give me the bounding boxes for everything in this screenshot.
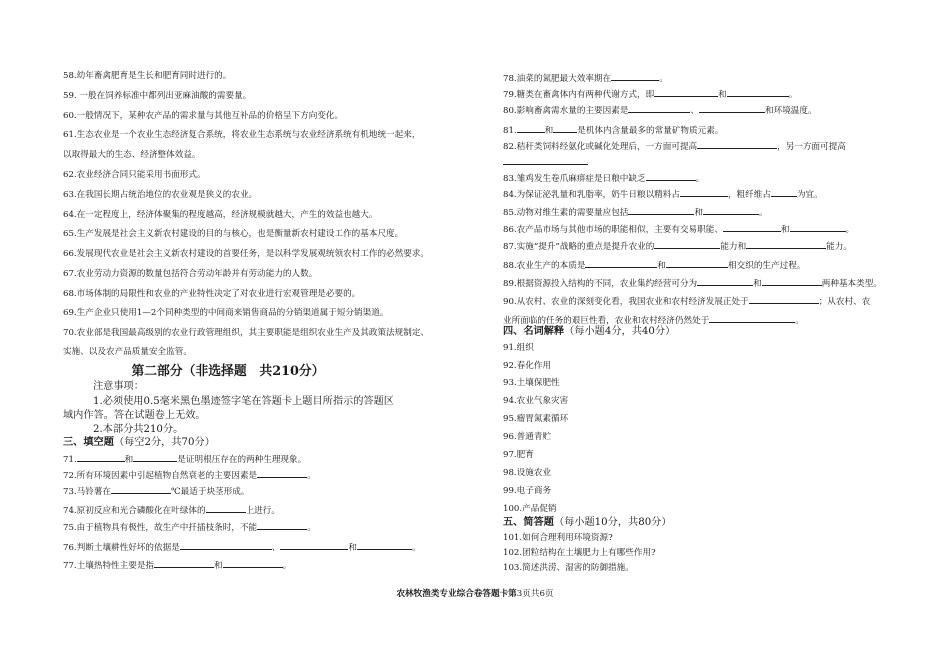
question-67: 67.农业劳动力资源的数量包括符合劳动年龄并有劳动能力的人数。: [63, 269, 318, 279]
question-82-line2: [503, 155, 588, 169]
question-87: 87.实施“提升”战略的重点是提升农业的 能力和 能力。: [503, 239, 852, 253]
blank[interactable]: [723, 222, 781, 232]
blank[interactable]: [503, 155, 588, 165]
question-79: 79.糖类在畜禽体内有两种代谢方式，即 和 。: [503, 87, 797, 101]
blank[interactable]: [111, 484, 171, 494]
blank[interactable]: [257, 468, 307, 478]
blank[interactable]: [646, 171, 696, 181]
blank[interactable]: [280, 540, 348, 550]
question-81: 81. 和 是机体内含量最多的常量矿物质元素。: [503, 123, 723, 137]
question-74: 74.原初反应和光合磷酸化在叶绿体的 上进行。: [63, 503, 280, 517]
question-101: 101.如何合理利用环境资源?: [503, 533, 613, 543]
question-77: 77.土壤热特性主要是指 和 。: [63, 558, 291, 572]
question-85: 85.动物对维生素的需要量应包括 和 。: [503, 205, 768, 219]
question-64: 64.在一定程度上，经济体聚集的程度越高，经济规模就越大，产生的效益也越大。: [63, 210, 378, 220]
question-70-line1: 70.农业部是我国最高级别的农业行政管理组织，其主要职能是组织农业生产及其政策法规制定、: [63, 328, 430, 338]
section-3-note: （每空2分，共70分）: [113, 437, 215, 448]
section-3-heading: [63, 436, 215, 449]
question-66: 66.发展现代农业是社会主义新农村建设的首要任务，是以科学发展观统领农村工作的必然要求。: [63, 249, 430, 259]
section-3-title: 三、填空题: [63, 436, 114, 448]
blank[interactable]: [749, 294, 819, 304]
question-60: 60.一般情况下，某种农产品的需求量与其他互补品的价格呈下方向变化。: [63, 111, 344, 121]
blank[interactable]: [357, 540, 412, 550]
section-4-heading: [503, 325, 675, 338]
blank[interactable]: [628, 103, 690, 113]
question-65: 65.生产发展是社会主义新农村建设的目的与核心，也是衡量新农村建设工作的基本尺度。: [63, 229, 404, 239]
section-5-title: 五、简答题: [503, 516, 554, 528]
question-78: 78.油菜的氮肥最大效率期在 。: [503, 71, 668, 85]
blank[interactable]: [699, 103, 765, 113]
question-69: 69.生产企业只使用1—2个同种类型的中间商来销售商品的分销渠道属于短分销渠道。: [63, 308, 389, 318]
notice-item-2: 2.本部分共210分。: [93, 424, 184, 435]
question-73: 73.马铃薯在 ℃最适于块茎形成。: [63, 484, 249, 498]
blank[interactable]: [611, 71, 659, 81]
footer-title: 农林牧渔类专业综合卷答题卡第: [396, 589, 517, 599]
blank[interactable]: [206, 503, 246, 513]
blank[interactable]: [666, 258, 728, 268]
question-71: 71. 和 是证明根压存在的两种生理现象。: [63, 452, 306, 466]
blank[interactable]: [703, 205, 759, 215]
question-59: 59. 一般在饲养标准中都列出亚麻油酸的需要量。: [63, 91, 252, 101]
blank[interactable]: [790, 222, 846, 232]
question-75: 75.由于植物具有极性，故生产中扦插枝条时，不能 。: [63, 520, 316, 534]
footer-of: 页共: [522, 589, 540, 599]
term-item: 99.电子商务: [503, 486, 552, 496]
term-item: 97.肥育: [503, 450, 534, 460]
question-89: 89.根据资源投入结构的不同，农业集约经营可分为 和 两种基本类型。: [503, 276, 882, 290]
question-90-line2: 业所面临的任务的艰巨性看，农业和农村经济仍然处于 。: [503, 313, 804, 327]
question-61-line2: 以取得最大的生态、经济整体效益。: [63, 150, 201, 160]
question-70-line2: 实施、以及农产品质量安全监管。: [63, 347, 192, 357]
term-item: 92.春化作用: [503, 361, 552, 371]
blank[interactable]: [517, 123, 545, 133]
blank[interactable]: [697, 139, 777, 149]
question-102: 102.团粒结构在土壤肥力上有哪些作用?: [503, 548, 656, 558]
blank[interactable]: [77, 452, 125, 462]
question-58: 58.幼年畜禽肥育是生长和肥育同时进行的。: [63, 71, 232, 81]
term-item: 96.普通青贮: [503, 432, 552, 442]
question-61-line1: 61.生态农业是一个农业生态经济复合系统，将农业生态系统与农业经济系统有机地统一起来，: [63, 130, 421, 140]
blank[interactable]: [257, 520, 307, 530]
question-88: 88.农业生产的本质是 和 相交织的生产过程。: [503, 258, 805, 272]
blank[interactable]: [697, 276, 753, 286]
blank[interactable]: [585, 258, 657, 268]
term-item: 100.产品促销: [503, 504, 557, 514]
blank[interactable]: [628, 205, 694, 215]
blank[interactable]: [553, 123, 577, 133]
blank[interactable]: [133, 452, 177, 462]
term-item: 95.瘤胃氮素循环: [503, 414, 569, 424]
part-two-title: 第二部分（非选择题 共210分）: [131, 364, 325, 379]
footer-total-pages: 6: [539, 589, 545, 599]
blank[interactable]: [680, 187, 728, 197]
question-82-line1: 82.秸秆类饲料经氨化或碱化处理后，一方面可提高 ，另一方面可提高: [503, 139, 846, 153]
blank[interactable]: [771, 187, 797, 197]
question-62: 62.农业经济合同只能采用书面形式。: [63, 170, 206, 180]
blank[interactable]: [727, 87, 789, 97]
question-86: 86.农产品市场与其他市场的职能相似，主要有交易职能、 和 。: [503, 222, 854, 236]
footer-page-number: 3: [516, 589, 523, 599]
question-84: 84.为保证泌乳量和乳脂率，奶牛日粮以精料占 ，粗纤维占 为宜。: [503, 187, 823, 201]
question-103: 103.简述洪涝、湿害的防御措施。: [503, 563, 634, 573]
blank[interactable]: [762, 276, 822, 286]
notice-title: 注意事项：: [93, 381, 144, 392]
question-72: 72.所有环境因素中引起植物自然衰老的主要因素是 。: [63, 468, 316, 482]
question-83: 83.雏鸡发生卷爪麻痹症是日粮中缺乏 。: [503, 171, 704, 185]
blank[interactable]: [654, 239, 720, 249]
question-90-line1: 90.从农村、农业的深刻变化看，我国农业和农村经济发展正处于 ；从农村、农: [503, 294, 870, 308]
section-5-note: （每小题10分，共80分）: [553, 517, 672, 528]
page-footer: [0, 587, 950, 599]
blank[interactable]: [223, 558, 283, 568]
question-76: 76.判断土壤耕性好坏的依据是 、 和 。: [63, 540, 421, 554]
blank[interactable]: [746, 239, 826, 249]
blank[interactable]: [180, 540, 272, 550]
notice-item-1-line2: 域内作答。答在试题卷上无效。: [63, 410, 206, 421]
notice-item-1-line1: 1.必须使用0.5毫米黑色墨迹签字笔在答题卡上题目所指示的答题区: [93, 396, 394, 407]
term-item: 93.土壤保肥性: [503, 378, 560, 388]
section-5-heading: [503, 516, 672, 529]
question-63: 63.在我国长期占统治地位的农业观是狭义的农业。: [63, 190, 258, 200]
footer-end: 页: [544, 589, 554, 599]
section-4-note: （每小题4分，共40分）: [564, 326, 676, 337]
blank[interactable]: [654, 87, 718, 97]
term-item: 91.组织: [503, 343, 534, 353]
question-68: 68.市场体制的局限性和农业的产业特性决定了对农业进行宏观管理是必要的。: [63, 289, 361, 299]
section-4-title: 四、名词解释: [503, 325, 565, 337]
blank[interactable]: [154, 558, 214, 568]
blank[interactable]: [709, 313, 795, 323]
question-80: 80.影响畜禽需水量的主要因素是 、 和环境温度。: [503, 103, 817, 117]
term-item: 94.农业气象灾害: [503, 396, 569, 406]
term-item: 98.设施农业: [503, 468, 552, 478]
